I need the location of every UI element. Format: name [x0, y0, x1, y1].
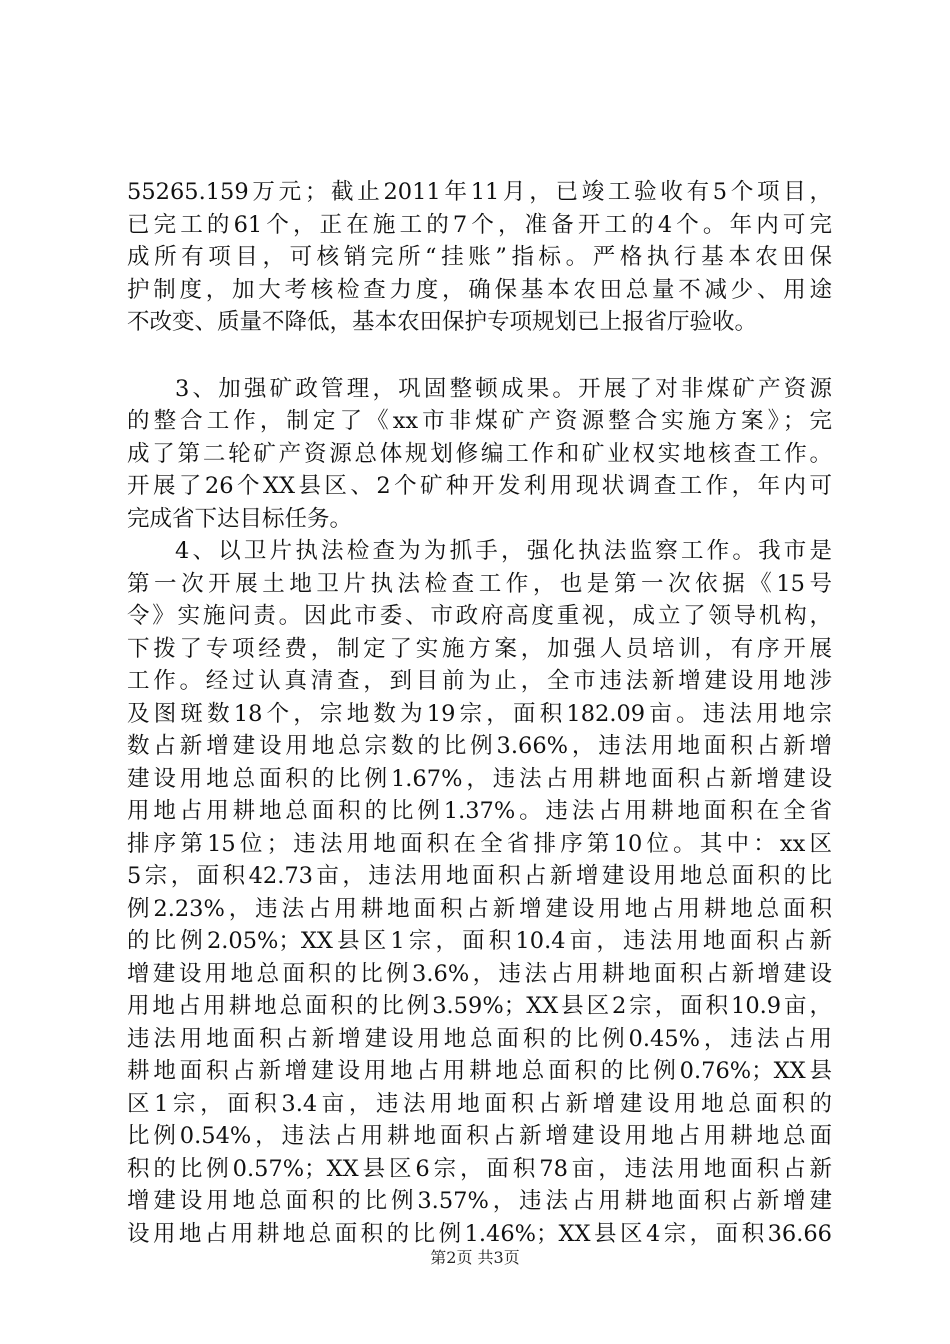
- text-line: 4、以卫片执法检查为为抓手，强化执法监察工作。我市是: [175, 538, 832, 564]
- text-line: 及图斑数18个，宗地数为19宗，面积182.09亩。违法用地宗: [127, 700, 832, 727]
- paragraph-mining-management: [127, 373, 832, 536]
- text-line: 成所有项目，可核销完所“挂账”指标。严格执行基本农田保: [127, 244, 832, 270]
- text-line: 积的比例0.57%；XX县区6宗，面积78亩，违法用地面积占新: [127, 1155, 832, 1182]
- text-line: 护制度，加大考核检查力度，确保基本农田总量不减少、用途: [127, 276, 832, 303]
- text-line: 开展了26个XX县区、2个矿种开发利用现状调查工作，年内可: [127, 473, 832, 499]
- text-line: 耕地面积占新增建设用地占用耕地总面积的比例0.76%；XX县: [127, 1058, 832, 1084]
- text-line: 例2.23%，违法占用耕地面积占新增建设用地占用耕地总面积: [127, 895, 832, 922]
- paragraph-gap: [127, 339, 832, 373]
- text-line: 用地占用耕地总面积的比例3.59%；XX县区2宗，面积10.9亩，: [127, 993, 832, 1019]
- text-line: 设用地占用耕地总面积的比例1.46%；XX县区4宗，面积36.66: [127, 1220, 832, 1247]
- text-line: 比例0.54%，违法占用耕地面积占新增建设用地占用耕地总面: [127, 1123, 832, 1149]
- text-line: 完成省下达目标任务。: [127, 505, 353, 532]
- text-line: 排序第15位；违法用地面积在全省排序第10位。其中：xx区: [127, 830, 832, 857]
- text-line: 已完工的61个，正在施工的7个，准备开工的4个。年内可完: [127, 211, 832, 238]
- text-line: 下拨了专项经费，制定了实施方案，加强人员培训，有序开展: [127, 635, 832, 662]
- text-line: 5宗，面积42.73亩，违法用地面积占新增建设用地总面积的比: [127, 863, 832, 889]
- text-line: 区1宗，面积3.4亩，违法用地面积占新增建设用地总面积的: [127, 1090, 832, 1117]
- text-line: 建设用地总面积的比例1.67%，违法占用耕地面积占新增建设: [127, 765, 832, 792]
- text-line: 增建设用地总面积的比例3.57%，违法占用耕地面积占新增建: [127, 1188, 832, 1214]
- text-line: 用地占用耕地总面积的比例1.37%。违法占用耕地面积在全省: [127, 798, 832, 824]
- text-line: 成了第二轮矿产资源总体规划修编工作和矿业权实地核查工作。: [127, 440, 832, 467]
- text-line: 违法用地面积占新增建设用地总面积的比例0.45%，违法占用: [127, 1025, 832, 1052]
- text-line: 的整合工作，制定了《xx市非煤矿产资源整合实施方案》；完: [127, 408, 832, 434]
- paragraph-satellite-enforcement: [127, 535, 832, 1250]
- text-line: 第一次开展土地卫片执法检查工作，也是第一次依据《15号: [127, 570, 832, 597]
- text-line: 3、加强矿政管理，巩固整顿成果。开展了对非煤矿产资源: [175, 375, 832, 402]
- text-line: 的比例2.05%；XX县区1宗，面积10.4亩，违法用地面积占新: [127, 928, 832, 954]
- document-body: [127, 176, 832, 1250]
- text-line: 不改变、质量不降低，基本农田保护专项规划已上报省厅验收。: [127, 309, 758, 335]
- text-line: 令》实施问责。因此市委、市政府高度重视，成立了领导机构，: [127, 603, 832, 629]
- page-number-footer: 第2页 共3页: [430, 1248, 520, 1267]
- text-line: 数占新增建设用地总宗数的比例3.66%，违法用地面积占新增: [127, 733, 832, 759]
- paragraph-land-projects: [127, 176, 832, 339]
- text-line: 55265.159万元；截止2011年11月，已竣工验收有5个项目，: [127, 179, 832, 205]
- text-line: 工作。经过认真清查，到目前为止，全市违法新增建设用地涉: [127, 668, 832, 694]
- text-line: 增建设用地总面积的比例3.6%，违法占用耕地面积占新增建设: [127, 960, 832, 987]
